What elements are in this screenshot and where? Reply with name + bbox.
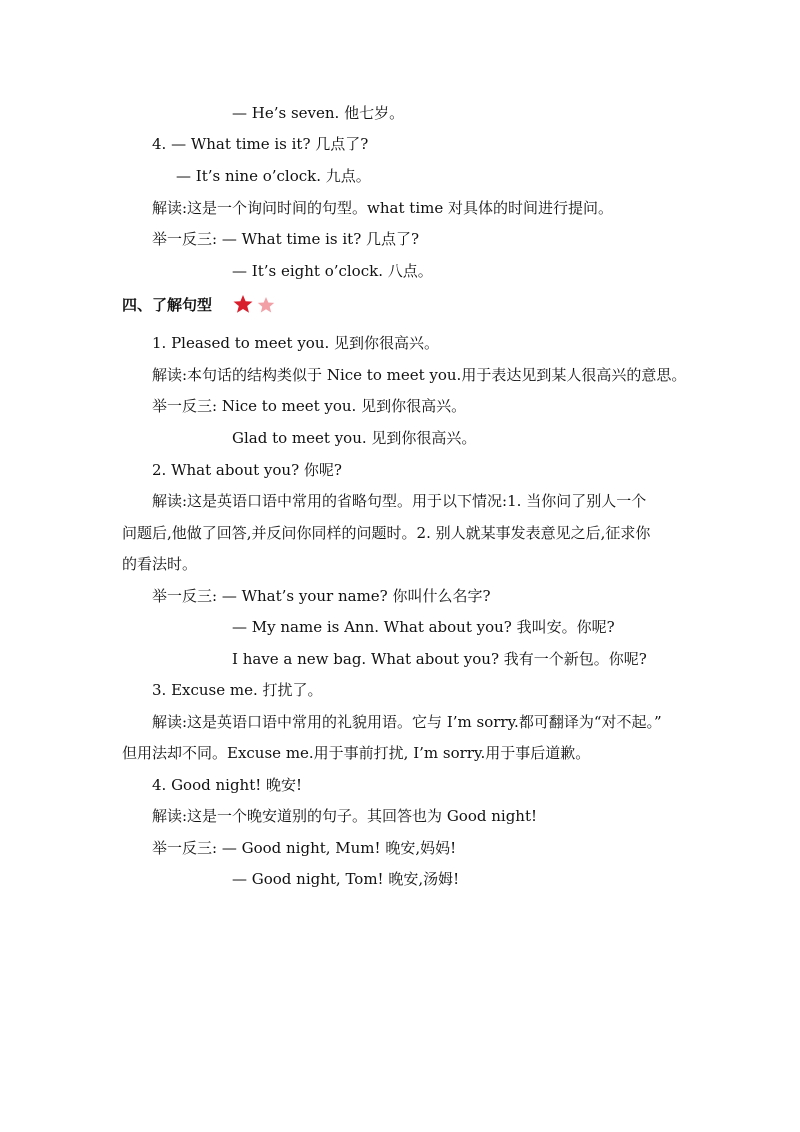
- text-line: 举一反三: — What time is it? 几点了?: [152, 230, 420, 248]
- text-line: — It’s nine o’clock. 九点。: [176, 167, 371, 185]
- text-line: 但用法却不同。Excuse me.用于事前打扰, I’m sorry.用于事后道歉。: [122, 744, 591, 762]
- text-line: 3. Excuse me. 打扰了。: [152, 681, 323, 699]
- text-line: I have a new bag. What about you? 我有一个新包。你呢?: [232, 650, 647, 668]
- text-line: 解读:这是一个询问时间的句型。what time 对具体的时间进行提问。: [152, 199, 613, 217]
- text-line: — Good night, Tom! 晚安,汤姆!: [232, 870, 460, 888]
- section-heading: 四、了解句型: [122, 296, 213, 314]
- text-line: 举一反三: Nice to meet you. 见到你很高兴。: [152, 397, 467, 415]
- star-icon: [258, 297, 274, 313]
- text-line: — It’s eight o’clock. 八点。: [232, 262, 433, 280]
- text-line: 解读:这是一个晚安道别的句子。其回答也为 Good night!: [152, 807, 538, 825]
- text-line: — My name is Ann. What about you? 我叫安。你呢?: [232, 618, 615, 636]
- text-line: 解读:这是英语口语中常用的礼貌用语。它与 I’m sorry.都可翻译为“对不起。”: [152, 713, 662, 731]
- text-line: Glad to meet you. 见到你很高兴。: [232, 429, 477, 447]
- text-line: 解读:本句话的结构类似于 Nice to meet you.用于表达见到某人很高兴的意思。: [152, 366, 687, 384]
- text-line: 举一反三: — Good night, Mum! 晚安,妈妈!: [152, 839, 457, 857]
- text-line: — He’s seven. 他七岁。: [232, 104, 405, 122]
- text-line: 1. Pleased to meet you. 见到你很高兴。: [152, 334, 440, 352]
- text-line: 的看法时。: [122, 555, 198, 573]
- text-line: 2. What about you? 你呢?: [152, 461, 342, 479]
- text-line: 解读:这是英语口语中常用的省略句型。用于以下情况:1. 当你问了别人一个: [152, 492, 647, 510]
- star-icon: [234, 295, 253, 313]
- text-line: 问题后,他做了回答,并反问你同样的问题时。2. 别人就某事发表意见之后,征求你: [122, 524, 651, 542]
- text-line: 举一反三: — What’s your name? 你叫什么名字?: [152, 587, 491, 605]
- text-line: 4. — What time is it? 几点了?: [152, 135, 369, 153]
- text-line: 4. Good night! 晚安!: [152, 776, 303, 794]
- rating-stars: [233, 294, 279, 314]
